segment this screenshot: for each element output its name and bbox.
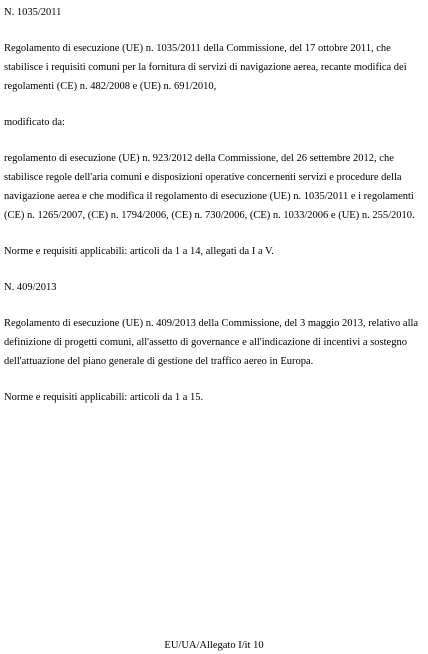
section-1-title: Regolamento di esecuzione (UE) n. 1035/2011 della Commissione, del 17 ottobre 2011, che stabilisce i requisiti comuni per la fornitura di servizi di navigazione aerea, recante modifica dei regolamenti (CE) n. 482/2008 e (UE) n. 691/2010, [4, 43, 407, 92]
section-1-modified-label: modificato da: [4, 117, 65, 128]
section-1-applicable: Norme e requisiti applicabili: articoli da 1 a 14, allegati da I a V. [4, 246, 274, 257]
section-1-modified-by: regolamento di esecuzione (UE) n. 923/2012 della Commissione, del 26 settembre 2012, che stabilisce regole dell'aria comuni e disposizioni operative concernenti servizi e procedure della navigazione aerea e che modifica il regolamento di esecuzione (UE) n. 1035/2011 e i regolamenti (CE) n. 1265/2007, (CE) n. 1794/2006, (CE) n. 730/2006, (CE) n. 1033/2006 e (UE) n. 255/2010. [4, 153, 415, 221]
section-2-heading: N. 409/2013 [4, 282, 57, 293]
section-2-applicable: Norme e requisiti applicabili: articoli da 1 a 15. [4, 392, 204, 403]
document-body [4, 3, 426, 407]
page-footer: EU/UA/Allegato I/it 10 [164, 640, 264, 651]
section-2-title: Regolamento di esecuzione (UE) n. 409/2013 della Commissione, del 3 maggio 2013, relativo alla definizione di progetti comuni, all'assetto di governance e all'indicazione di incentivi a sostegno dell'attuazione del piano generale di gestione del traffico aereo in Europa. [4, 318, 419, 367]
section-1-heading: N. 1035/2011 [4, 7, 62, 18]
